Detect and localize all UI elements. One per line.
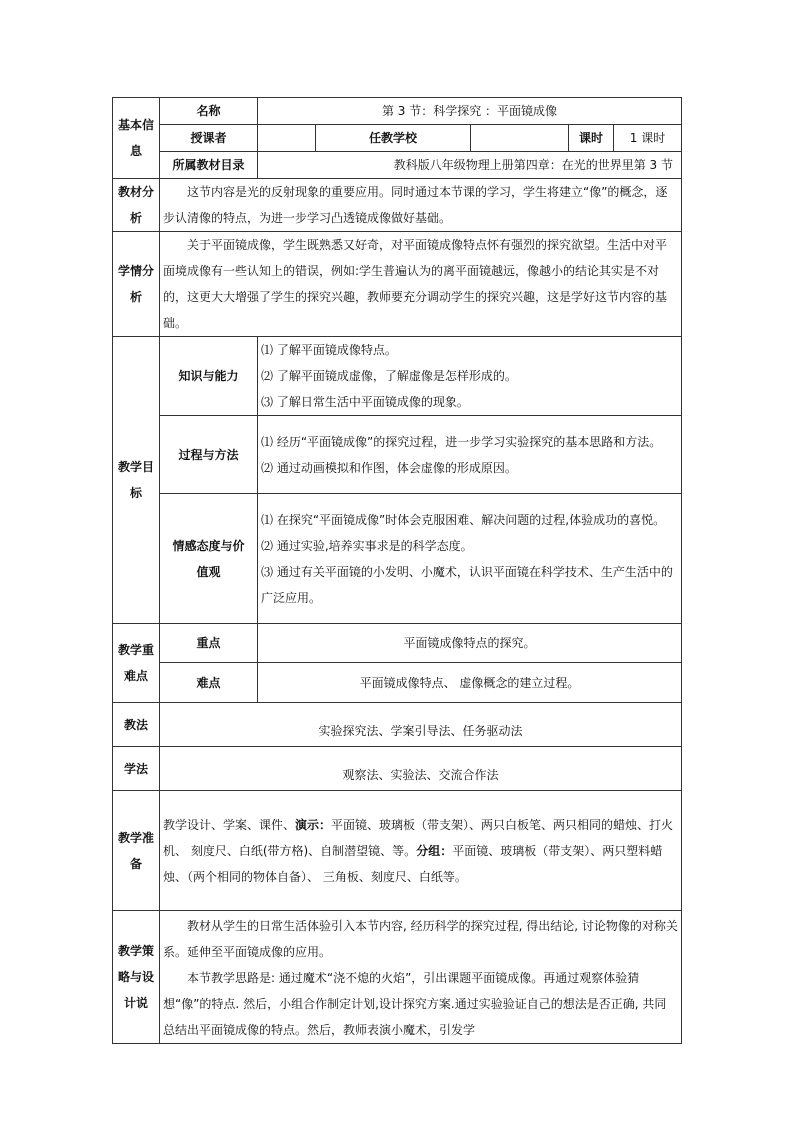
preparation-label: 教学准备 xyxy=(113,791,160,911)
emotion-label: 情感态度与价值观 xyxy=(160,494,258,624)
group-label: 分组： xyxy=(416,843,453,858)
student-analysis-label: 学情分析 xyxy=(113,232,160,337)
key-points-label: 教学重难点 xyxy=(113,624,160,703)
demo-text: 平面镜、玻璃板（带支架）、两只白板笔、两只相同的蜡烛、打火机、 刻度尺、白纸(带方格)、自制潜望镜、等。 xyxy=(163,817,674,858)
teacher-label: 授课者 xyxy=(160,125,258,152)
emotion-item: ⑶ 通过有关平面镜的小发明、小魔术，认识平面镜在科学技术、生产生活中的广泛应用。 xyxy=(261,564,673,605)
learning-method-value: 观察法、实验法、交流合作法 xyxy=(160,747,682,791)
teaching-goals-label: 教学目标 xyxy=(113,337,160,624)
period-label: 课时 xyxy=(569,125,614,152)
focus-value: 平面镜成像特点的探究。 xyxy=(258,624,682,663)
knowledge-item: ⑶ 了解日常生活中平面镜成像的现象。 xyxy=(261,395,469,409)
teaching-method-label: 教法 xyxy=(113,703,160,747)
school-value xyxy=(471,125,569,152)
process-label: 过程与方法 xyxy=(160,416,258,494)
learning-method-label: 学法 xyxy=(113,747,160,791)
demo-label: 演示： xyxy=(295,817,332,832)
preparation-intro: 教学设计、学案、课件、 xyxy=(163,817,296,832)
textbook-analysis-label: 教材分析 xyxy=(113,179,160,232)
difficulty-value: 平面镜成像特点、 虚像概念的建立过程。 xyxy=(258,663,682,703)
difficulty-label: 难点 xyxy=(160,663,258,703)
lesson-plan-table xyxy=(112,97,682,1044)
preparation-cell xyxy=(160,791,682,911)
group-text: 平面镜、玻璃板（带支架）、两只塑料蜡烛、（两个相同的物体自备）、 三角板、刻度尺、白纸等。 xyxy=(163,843,663,884)
name-value: 第 3 节：科学探究 ：平面镜成像 xyxy=(258,98,682,125)
basic-info-label: 基本信息 xyxy=(113,98,160,179)
process-item: ⑴ 经历“平面镜成像”的探究过程，进一步学习实验探究的基本思路和方法。 xyxy=(261,434,662,449)
process-item: ⑵ 通过动画模拟和作图，体会虚像的形成原因。 xyxy=(261,460,517,475)
teacher-value xyxy=(258,125,316,152)
catalog-label: 所属教材目录 xyxy=(160,152,258,179)
catalog-value: 教科版八年级物理上册第四章：在光的世界里第 3 节 xyxy=(258,152,682,179)
teaching-method-value: 实验探究法、学案引导法、任务驱动法 xyxy=(160,703,682,747)
knowledge-item: ⑴ 了解平面镜成像特点。 xyxy=(261,343,397,357)
knowledge-item: ⑵ 了解平面镜成虚像，了解虚像是怎样形成的。 xyxy=(261,369,517,383)
strategy-label: 教学策略与设计说 xyxy=(113,911,160,1044)
school-label: 任教学校 xyxy=(316,125,471,152)
student-analysis-text: 关于平面镜成像，学生既熟悉又好奇，对平面镜成像特点怀有强烈的探究欲望。生活中对平面境成像有一些认知上的错误，例如:学生普遍认为的离平面镜越远，像越小的结论其实是不对的，这更大大增强了学生的探究兴趣，教师要充分调动学生的探究兴趣，这是学好这节内容的基础。 xyxy=(163,238,668,330)
focus-label: 重点 xyxy=(160,624,258,663)
emotion-item: ⑴ 在探究“平面镜成像”时体会克服困难、解决问题的过程,体验成功的喜悦。 xyxy=(261,512,666,527)
textbook-analysis-text: 这节内容是光的反射现象的重要应用。同时通过本节课的学习，学生将建立“像”的概念，逐步认清像的特点，为进一步学习凸透镜成像做好基础。 xyxy=(163,185,668,225)
knowledge-label: 知识与能力 xyxy=(160,337,258,416)
name-label: 名称 xyxy=(160,98,258,125)
period-value: 1 课时 xyxy=(614,125,682,152)
strategy-paragraph-1: 教材从学生的日常生活体验引入本节内容, 经历科学的探究过程, 得出结论, 讨论物像的对称关系。延伸至平面镜成像的应用。 xyxy=(163,919,678,959)
emotion-item: ⑵ 通过实验,培养实事求是的科学态度。 xyxy=(261,538,473,553)
strategy-paragraph-2: 本节教学思路是: 通过魔术“浇不熄的火焰”，引出课题平面镜成像。再通过观察体验猜想“像”的特点. 然后，小组合作制定计划,设计探究方案.通过实验验证自己的想法是否正确, 共同总结出平面镜成像的特点。然后，教师表演小魔术，引发学 xyxy=(163,971,667,1037)
